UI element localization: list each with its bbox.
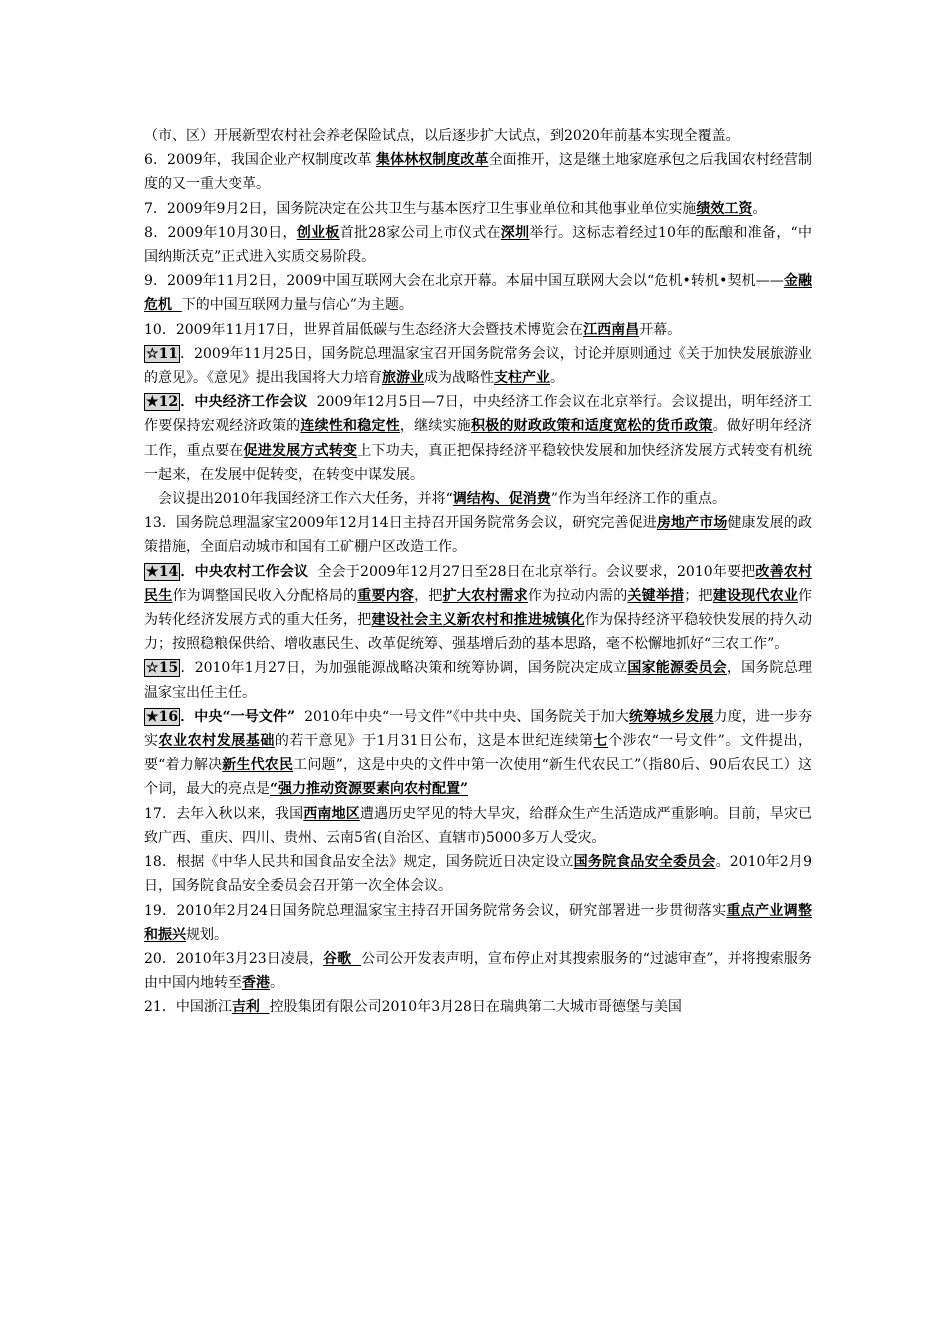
key-term: 调结构、促消费 <box>452 491 551 508</box>
paragraph <box>144 124 812 148</box>
paragraph <box>144 390 812 487</box>
text-run: 控股集团有限公司2010年3月28日在瑞典第二大城市哥德堡与美国 <box>269 999 682 1016</box>
key-term: “强力推动资源要素向农村配置” <box>270 781 469 798</box>
key-term: 吉利 <box>231 999 270 1016</box>
key-term: 香港 <box>242 975 270 992</box>
key-term: 西南地区 <box>303 805 360 822</box>
paragraph <box>144 221 812 269</box>
text-run: 6．2009年，我国企业产权制度改革 <box>144 152 377 169</box>
text-run: 8．2009年10月30日， <box>144 224 297 241</box>
text-run: 全面推开，这是继土地家庭承包之后我国农村经营制度的又一重大变革。 <box>144 152 812 193</box>
paragraph <box>144 342 812 390</box>
text-run: 下的中国互联网力量与信心”为主题。 <box>181 297 413 314</box>
key-term: 创业板 <box>296 224 340 241</box>
text-run: 20．2010年3月23日凌晨， <box>144 950 324 967</box>
key-term: 新生代农民 <box>222 757 294 774</box>
key-term: 绩效工资 <box>696 200 753 217</box>
paragraph <box>144 197 812 221</box>
key-term: 深圳 <box>500 224 530 241</box>
paragraph <box>144 656 812 704</box>
text-run: 。 <box>270 975 284 992</box>
paragraph <box>144 487 812 511</box>
text-run: 。 <box>752 200 767 217</box>
key-term: 重要内容 <box>357 587 415 604</box>
text-run: 19．2010年2月24日国务院总理温家宝主持召开国务院常务会议，研究部署进一步贯彻落实 <box>144 902 727 919</box>
text-run: 的若干意见》于1月31日公布，这是本世纪连续第 <box>274 733 594 750</box>
paragraph <box>144 995 812 1019</box>
item-marker: ★16 <box>146 708 179 725</box>
text-run: 工问题”，这是中央的文件中第一次使用“新生代农民工”（指80后、90后农民工）这个词，最大的亮点是 <box>144 757 812 798</box>
key-term: 江西南昌 <box>583 321 640 338</box>
key-term: 国家能源委员会 <box>627 660 727 677</box>
key-term: 支柱产业 <box>494 370 550 387</box>
text-run: 成为战略性 <box>424 370 494 387</box>
key-term: 积极的财政政策和适度宽松的货币政策 <box>471 418 713 435</box>
text-run: ，把 <box>414 587 443 604</box>
item-marker: ★12 <box>146 394 179 411</box>
text-run: ．2009年11月25日，国务院总理温家宝召开国务院常务会议，讨论并原则通过《关于加快发展旅游业的意见》。《意见》提出我国将大力培育 <box>144 345 812 387</box>
paragraph <box>144 511 812 559</box>
text-run: ．2010年1月27日，为加强能源战略决策和统筹协调，国务院决定成立 <box>180 660 628 677</box>
key-term: 农业农村发展基础 <box>158 733 275 750</box>
text-run: 10．2009年11月17日，世界首届低碳与生态经济大会暨技术博览会在 <box>144 321 584 338</box>
text-run: 遭遇历史罕见的特大旱灾，给群众生产生活造成严重影响。目前，旱灾已致广西、重庆、四川、贵州、云南5省(自治区、直辖市)5000多万人受灾。 <box>144 805 813 846</box>
section-heading: ．中央“一号文件” <box>180 708 295 725</box>
text-run: 全会于2009年12月27日至28日在北京举行。会议要求，2010年要把 <box>308 563 756 580</box>
text-run: ；把 <box>684 587 713 604</box>
paragraph <box>144 705 812 802</box>
key-term: 集体林权制度改革 <box>376 152 489 169</box>
text-run: 13．国务院总理温家宝2009年12月14日主持召开国务院常务会议，研究完善促进 <box>144 515 657 532</box>
key-term: 国务院食品安全委员会 <box>573 854 716 871</box>
document-body <box>144 124 812 1020</box>
text-run: 上下功夫，真正把保持经济平稳较快发展和加快经济发展方式转变有机统一起来，在发展中促转变，在转变中谋发展。 <box>144 442 813 483</box>
text-run: 举行。这标志着经过10年的酝酿和准备，“中国纳斯沃克”正式进入实质交易阶段。 <box>144 224 812 266</box>
key-term: 旅游业 <box>382 370 424 387</box>
text-run: 17．去年入秋以来，我国 <box>144 805 304 822</box>
text-run: 。 <box>550 370 564 387</box>
key-term: 关键举措 <box>627 587 685 604</box>
text-run: 规划。 <box>186 926 228 943</box>
text-run: 2009年12月5日—7日，中央经济工作会议在北京举行。会议提出，明年经济工作要保持宏观经济政策的 <box>144 394 812 435</box>
key-term: 建设社会主义新农村和推进城镇化 <box>371 612 585 629</box>
text-run: （市、区）开展新型农村社会养老保险试点，以后逐步扩大试点，到2020年前基本实现全覆盖。 <box>144 128 740 144</box>
text-run: 21．中国浙江 <box>144 999 232 1016</box>
text-run: 7．2009年9月2日，国务院决定在公共卫生与基本医疗卫生事业单位和其他事业单位实施 <box>144 200 697 217</box>
text-run: 健康发展的政策措施，全面启动城市和国有工矿棚户区改造工作。 <box>144 515 812 556</box>
text-run: 作为拉动内需的 <box>527 587 628 604</box>
item-marker: ☆11 <box>146 345 179 362</box>
text-run: ”作为当年经济工作的重点。 <box>550 491 726 508</box>
text-run: ，国务院总理温家宝出任主任。 <box>144 660 812 701</box>
key-term: 建设现代农业 <box>712 587 799 604</box>
paragraph <box>144 560 812 657</box>
paragraph <box>144 148 812 196</box>
item-marker: ★14 <box>146 563 179 580</box>
text-run: 开幕。 <box>639 321 682 338</box>
text-run: 公司公开发表声明，宣布停止对其搜索服务的“过滤审查”，并将搜索服务由中国内地转至 <box>144 950 812 992</box>
section-heading: ．中央农村工作会议 <box>180 563 309 580</box>
item-marker: ☆15 <box>146 660 179 677</box>
text-run: 18．根据《中华人民共和国食品安全法》规定，国务院近日决定设立 <box>144 854 574 871</box>
text-run: 个涉农“一号文件”。文件提出，要“着力解决 <box>144 733 812 774</box>
paragraph <box>144 947 812 995</box>
text-run: 作为转化经济发展方式的重大任务，把 <box>144 587 813 629</box>
key-term: 改善农村民生 <box>144 563 813 604</box>
text-run: 力度，进一步夯实 <box>144 708 813 750</box>
key-term: 重点产业调整和振兴 <box>144 902 812 943</box>
paragraph <box>144 850 812 898</box>
key-term: 连续性和稳定性 <box>300 418 400 435</box>
text-run: 作为保持经济平稳较快发展的持久动力；按照稳粮保供给、增收惠民生、改革促统筹、强基增后劲的基本思路，毫不松懈地抓好“三农工作”。 <box>144 612 813 653</box>
section-heading: ．中央经济工作会议 <box>180 394 308 411</box>
paragraph <box>144 802 812 850</box>
text-run: 首批28家公司上市仪式在 <box>339 224 501 241</box>
key-term: 房地产市场 <box>656 515 728 532</box>
key-term: 谷歌 <box>323 950 362 967</box>
paragraph <box>144 899 812 947</box>
key-term: 扩大农村需求 <box>442 587 528 604</box>
key-term: 统筹城乡发展 <box>628 708 714 725</box>
text-run: 会议提出2010年我国经济工作六大任务，并将“ <box>158 491 453 508</box>
text-run: 9．2009年11月2日，2009中国互联网大会在北京开幕。本届中国互联网大会以“危机•转机•契机—— <box>144 273 784 290</box>
key-term: 促进发展方式转变 <box>243 442 358 459</box>
text-run: ，继续实施 <box>399 418 472 435</box>
key-term: 七 <box>593 733 609 750</box>
text-run: 。做好明年经济工作，重点要在 <box>144 418 813 459</box>
key-term: 金融危机 <box>144 273 812 314</box>
paragraph <box>144 318 812 342</box>
text-run: 。2010年2月9日，国务院食品安全委员会召开第一次全体会议。 <box>144 854 812 895</box>
text-run: 2010年中央“一号文件”《中共中央、国务院关于加大 <box>295 708 629 725</box>
paragraph <box>144 269 812 317</box>
text-run: 作为调整国民收入分配格局的 <box>172 587 358 604</box>
